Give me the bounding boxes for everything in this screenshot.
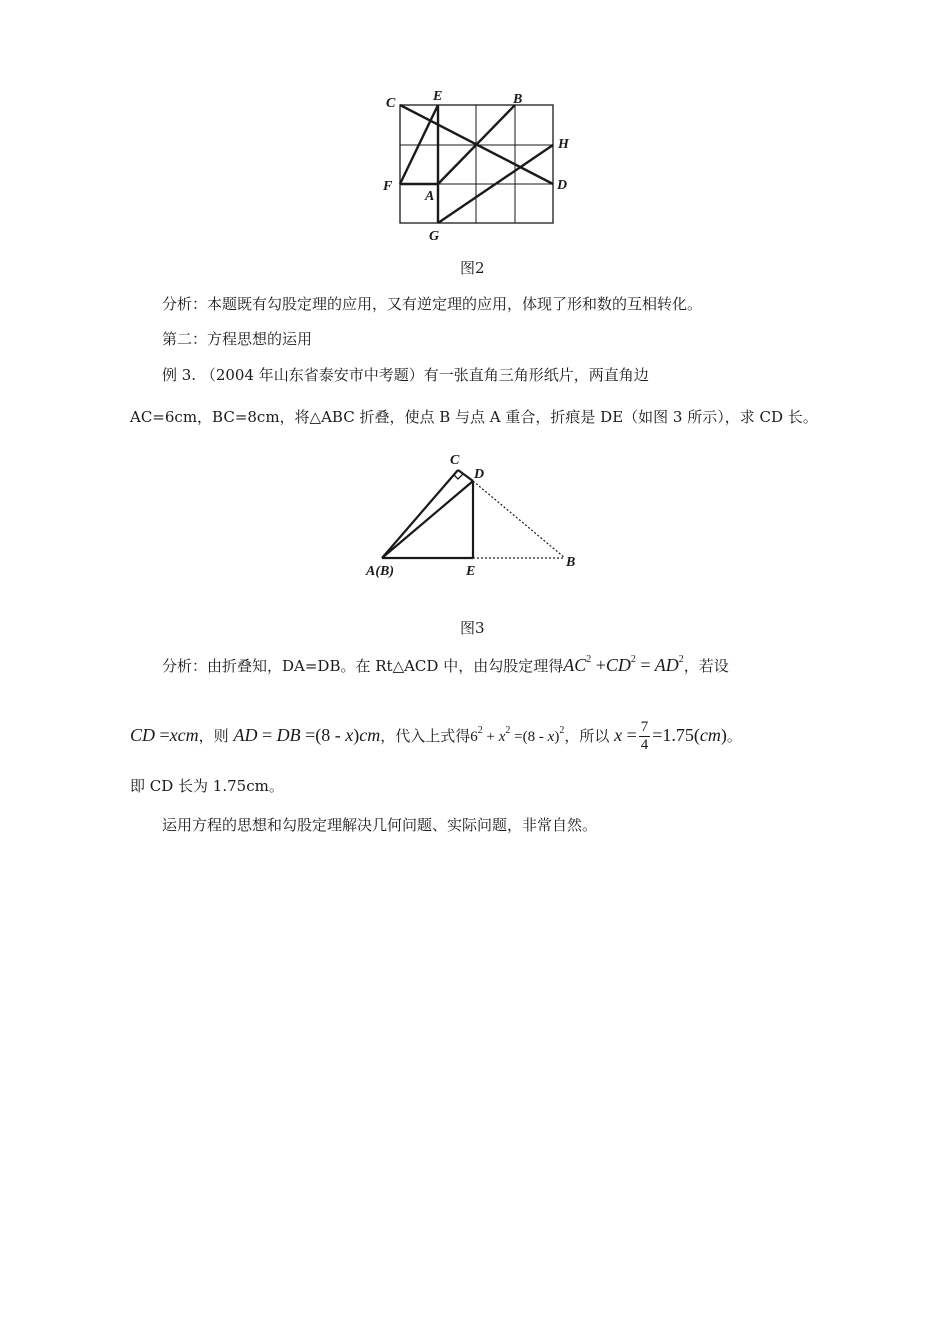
- label-A: A: [425, 189, 435, 204]
- segment-CD: [458, 470, 473, 481]
- label-C: C: [386, 96, 396, 111]
- equation-substituted: $6^2 + x^2 =(8 - x)^2$: [470, 725, 565, 745]
- paragraph-example-3-cont: AC=6cm，BC=8cm，将△ABC 折叠，使点 B 与点 A 重合，折痕是 DE（如图 3 所示），求 CD 长。: [130, 408, 818, 426]
- figure-2-caption: 图2: [460, 259, 485, 277]
- equation-let-cd: CD =xcm: [130, 725, 199, 745]
- label-H: H: [558, 137, 569, 152]
- segment-AC: [382, 470, 458, 558]
- analysis-3-b: ，代入上式得: [380, 727, 471, 745]
- figure-3-diagram: [360, 448, 590, 583]
- label-D: D: [557, 178, 568, 193]
- analysis-2-prefix: 分析：由折叠知，DA=DB。在 Rt△ACD 中，由勾股定理得: [162, 657, 564, 675]
- label-B: B: [513, 92, 523, 107]
- equation-ad-db: AD = DB =(8 - x)cm: [233, 725, 381, 745]
- segment-DB-dashed: [473, 481, 565, 558]
- analysis-3-c: ，所以: [564, 727, 610, 745]
- paragraph-analysis-1: 分析：本题既有勾股定理的应用，又有逆定理的应用，体现了形和数的互相转化。: [162, 295, 703, 313]
- label-B: B: [566, 555, 576, 570]
- segment-AD: [382, 481, 473, 558]
- label-F: F: [383, 179, 393, 194]
- label-E: E: [433, 89, 443, 104]
- paragraph-conclusion: 运用方程的思想和勾股定理解决几何问题、实际问题，非常自然。: [162, 816, 598, 834]
- analysis-3-d: 。: [726, 727, 742, 745]
- equation-solution: x = $\frac{7}{4}$ =1.75(cm): [614, 719, 727, 754]
- paragraph-analysis-3: [130, 718, 742, 754]
- fraction-7-4: $\frac{7}{4}$: [640, 719, 649, 754]
- figure-2-diagram: [370, 85, 590, 245]
- label-G: G: [429, 229, 440, 244]
- equation-pythagoras: $AC^2 +CD^2 = AD^2$: [563, 654, 684, 675]
- label-E: E: [466, 564, 476, 579]
- label-D: D: [474, 467, 485, 482]
- analysis-3-a: ，则: [198, 727, 229, 745]
- paragraph-answer: 即 CD 长为 1.75cm。: [130, 777, 284, 795]
- paragraph-analysis-2: [162, 652, 729, 676]
- figure-3-caption: 图3: [460, 619, 485, 637]
- analysis-2-suffix: ，若设: [683, 657, 729, 675]
- label-C: C: [450, 453, 460, 468]
- label-A-B: A(B): [366, 564, 394, 579]
- paragraph-example-3: 例 3. （2004 年山东省泰安市中考题）有一张直角三角形纸片，两直角边: [162, 366, 649, 384]
- paragraph-section-2: 第二：方程思想的运用: [162, 330, 313, 348]
